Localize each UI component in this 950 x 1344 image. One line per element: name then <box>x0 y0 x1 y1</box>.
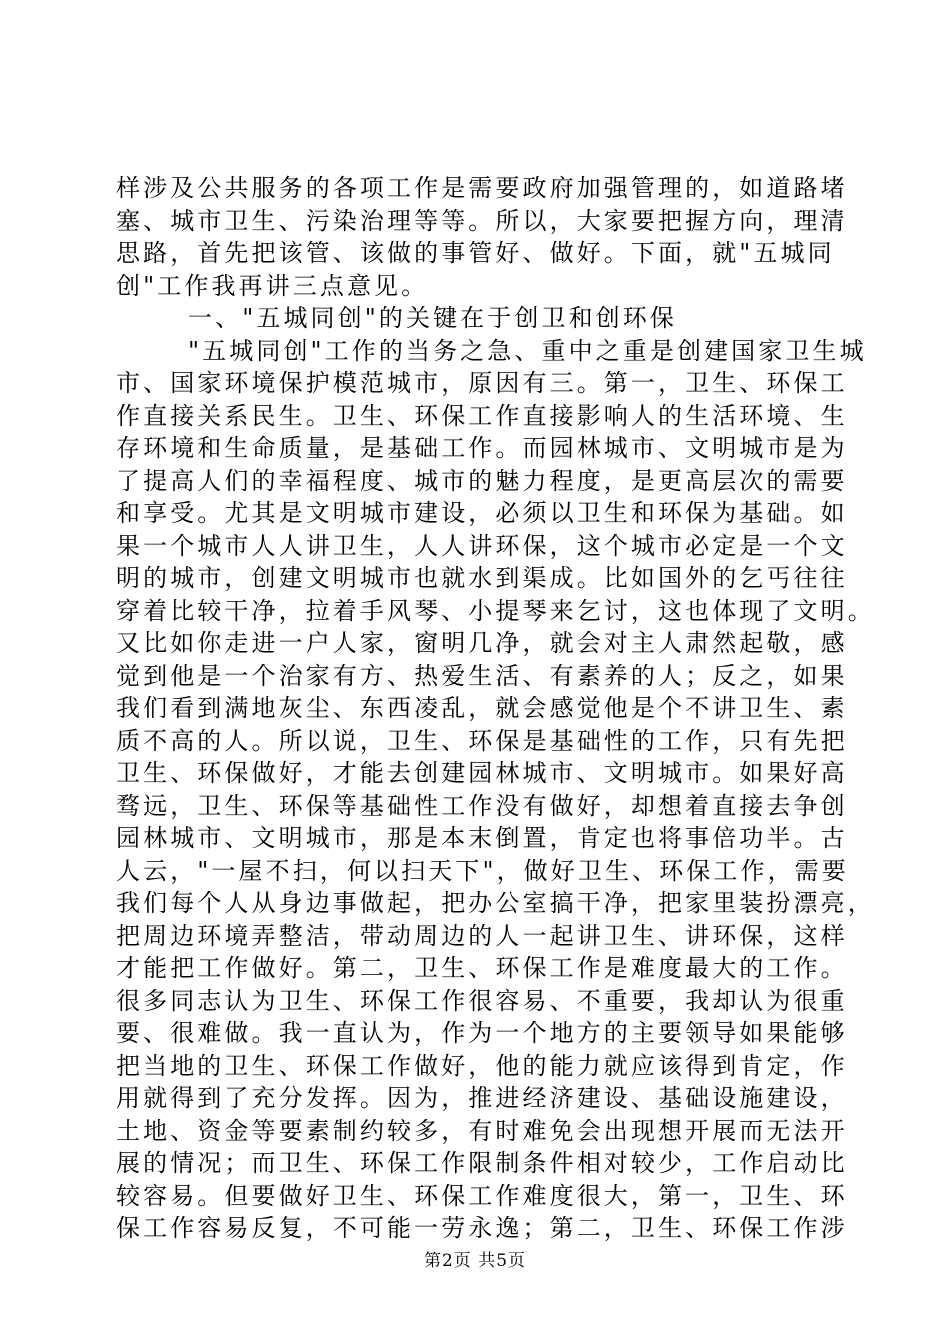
text-line: 又比如你走进一户人家，窗明几净，就会对主人肃然起敬，感 <box>116 629 848 657</box>
text-line: 质不高的人。所以说，卫生、环保是基础性的工作，只有先把 <box>116 726 848 755</box>
text-line: "五城同创"工作的当务之急、重中之重是创建国家卫生城 <box>188 336 867 365</box>
text-line: 市、国家环境保护模范城市，原因有三。第一，卫生、环保工 <box>116 369 848 397</box>
text-line: 果一个城市人人讲卫生，人人讲环保，这个城市必定是一个文 <box>116 531 848 560</box>
text-line: 存环境和生命质量，是基础工作。而园林城市、文明城市是为 <box>116 434 848 462</box>
text-line: 作直接关系民生。卫生、环保工作直接影响人的生活环境、生 <box>116 401 848 430</box>
text-line: 用就得到了充分发挥。因为，推进经济建设、基础设施建设， <box>116 1084 848 1112</box>
text-line: 骛远，卫生、环保等基础性工作没有做好，却想着直接去争创 <box>116 791 848 820</box>
text-line: 展的情况；而卫生、环保工作限制条件相对较少，工作启动比 <box>116 1149 848 1177</box>
page-footer: 第2页 共5页 <box>423 1251 527 1271</box>
text-line: 把当地的卫生、环保工作做好，他的能力就应该得到肯定，作 <box>116 1051 848 1080</box>
text-line: 要、很难做。我一直认为，作为一个地方的主要领导如果能够 <box>116 1019 848 1047</box>
text-line: 才能把工作做好。第二，卫生、环保工作是难度最大的工作。 <box>116 954 848 982</box>
text-line: 我们看到满地灰尘、东西凌乱，就会感觉他是个不讲卫生、素 <box>116 694 848 722</box>
text-line: 园林城市、文明城市，那是本末倒置，肯定也将事倍功半。古 <box>116 824 848 852</box>
text-line: 把周边环境弄整洁，带动周边的人一起讲卫生、讲环保，这样 <box>116 921 848 950</box>
text-line: 一、"五城同创"的关键在于创卫和创环保 <box>188 304 677 332</box>
text-line: 保工作容易反复，不可能一劳永逸；第二，卫生、环保工作涉 <box>116 1214 848 1242</box>
text-line: 觉到他是一个治家有方、热爱生活、有素养的人；反之，如果 <box>116 661 848 690</box>
text-line: 创"工作我再讲三点意见。 <box>116 271 429 300</box>
body-text <box>116 172 875 1245</box>
text-line: 土地、资金等要素制约较多，有时难免会出现想开展而无法开 <box>116 1116 848 1145</box>
text-line: 了提高人们的幸福程度、城市的魅力程度，是更高层次的需要 <box>116 466 848 495</box>
text-line: 人云，"一屋不扫，何以扫天下"，做好卫生、环保工作，需要 <box>116 856 849 885</box>
text-line: 样涉及公共服务的各项工作是需要政府加强管理的，如道路堵 <box>116 174 848 202</box>
text-line: 卫生、环保做好，才能去创建园林城市、文明城市。如果好高 <box>116 759 848 787</box>
text-line: 明的城市，创建文明城市也就水到渠成。比如国外的乞丐往往 <box>116 564 848 592</box>
text-line: 思路，首先把该管、该做的事管好、做好。下面，就"五城同 <box>116 239 835 267</box>
text-line: 较容易。但要做好卫生、环保工作难度很大，第一，卫生、环 <box>116 1181 848 1210</box>
text-line: 我们每个人从身边事做起，把办公室搞干净，把家里装扮漂亮， <box>116 889 875 917</box>
text-line: 塞、城市卫生、污染治理等等。所以，大家要把握方向，理清 <box>116 206 848 235</box>
text-line: 很多同志认为卫生、环保工作很容易、不重要，我却认为很重 <box>116 986 848 1015</box>
text-line: 穿着比较干净，拉着手风琴、小提琴来乞讨，这也体现了文明。 <box>116 596 875 625</box>
text-line: 和享受。尤其是文明城市建设，必须以卫生和环保为基础。如 <box>116 499 848 527</box>
